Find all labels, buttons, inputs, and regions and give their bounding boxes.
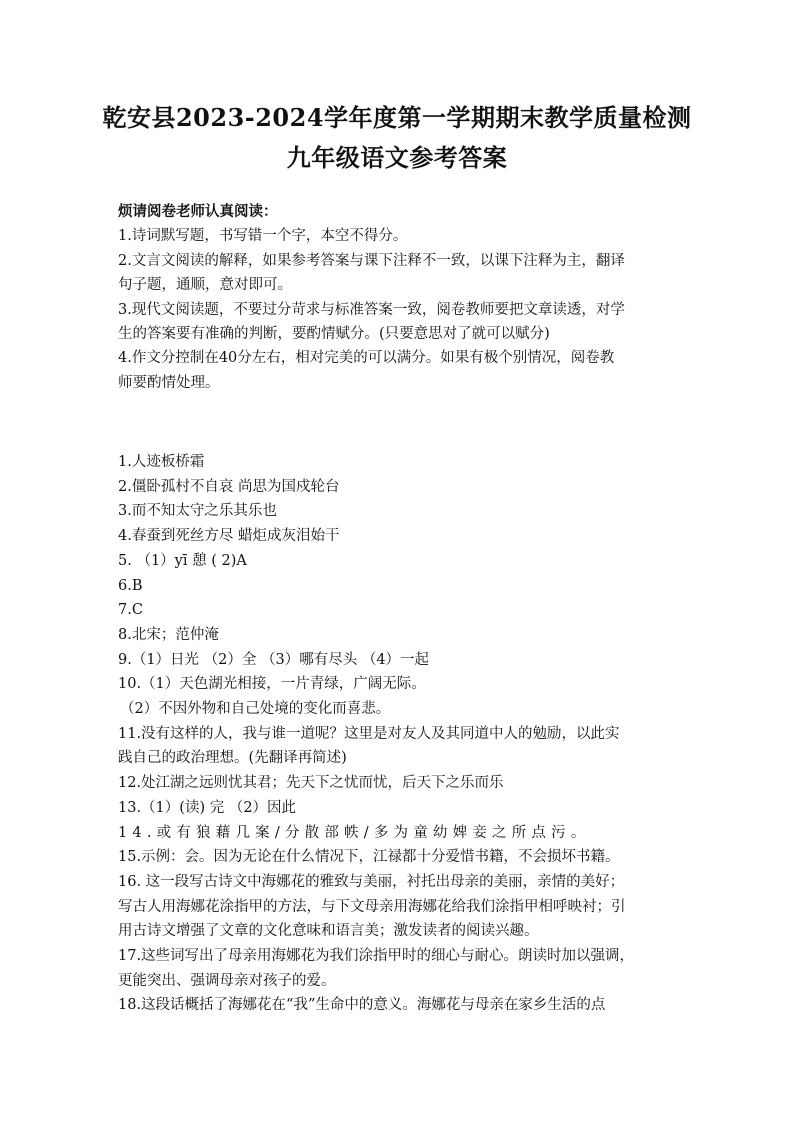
- note-line: 师要酌情处理。: [118, 374, 220, 391]
- answer-line: 13.（1）(读) 完 （2）因此: [118, 799, 297, 816]
- answer-line: 用古诗文增强了文章的文化意味和语言美；激发读者的阅读兴趣。: [118, 923, 539, 940]
- note-line: 3.现代文阅读题，不要过分苛求与标准答案一致，阅卷教师要把文章读透，对学: [118, 301, 625, 318]
- answer-line: 17.这些词写出了母亲用海娜花为我们涂指甲时的细心与耐心。朗读时加以强调，: [118, 948, 635, 965]
- answer-line: 5. （1）yī 憩 ( 2)A: [118, 552, 247, 569]
- answer-line: 14.或有狼藉几案/分散部帙/多为童幼婢妾之所点污。: [118, 824, 591, 841]
- note-line: 4.作文分控制在40分左右，相对完美的可以满分。如果有极个别情况，阅卷教: [118, 350, 615, 367]
- answer-list: [118, 450, 680, 1018]
- answer-line: 6.B: [118, 577, 143, 594]
- notes-heading: 烦请阅卷老师认真阅读：: [118, 203, 278, 220]
- answer-line: 16. 这一段写古诗文中海娜花的雅致与美丽，衬托出母亲的美丽，亲情的美好；: [118, 873, 625, 890]
- answer-line: 8.北宋；范仲淹: [118, 626, 219, 643]
- grading-notes: [118, 200, 678, 395]
- answer-line: 践自己的政治理想。(先翻译再简述): [118, 750, 347, 767]
- answer-line: 4.春蚕到死丝方尽 蜡炬成灰泪始干: [118, 528, 340, 545]
- answer-line: 18.这段话概括了海娜花在“我”生命中的意义。海娜花与母亲在家乡生活的点: [118, 997, 606, 1014]
- note-line: 1.诗词默写题，书写错一个字，本空不得分。: [118, 228, 408, 245]
- document-title: 乾安县2023-2024学年度第一学期期末教学质量检测: [102, 103, 692, 132]
- answer-line: 更能突出、强调母亲对孩子的爱。: [118, 972, 336, 989]
- answer-line: 9.（1）日光 （2）全 （3）哪有尽头 （4）一起: [118, 651, 430, 668]
- answer-line: （2）不因外物和自己处境的变化而喜悲。: [120, 701, 391, 718]
- answer-line: 2.僵卧孤村不自哀 尚思为国戍轮台: [118, 478, 340, 495]
- answer-line: 1.人迹板桥霜: [118, 454, 205, 470]
- answer-line: 11.没有这样的人，我与谁一道呢？这里是对友人及其同道中人的勉励，以此实: [118, 725, 620, 742]
- answer-line: 15.示例：会。因为无论在什么情况下，江禄都十分爱惜书籍，不会损坏书籍。: [118, 849, 620, 866]
- document-subtitle: 九年级语文参考答案: [286, 143, 508, 172]
- answer-line: 3.而不知太守之乐其乐也: [118, 503, 277, 520]
- answer-line: 12.处江湖之远则忧其君；先天下之忧而忧，后天下之乐而乐: [118, 775, 504, 792]
- answer-line: 7.C: [118, 602, 143, 619]
- note-line: 2.文言文阅读的解释，如果参考答案与课下注释不一致，以课下注释为主，翻译: [118, 252, 625, 269]
- answer-line: 写古人用海娜花涂指甲的方法，与下文母亲用海娜花给我们涂指甲相呼映衬；引: [118, 898, 626, 915]
- note-line: 句子题，通顺，意对即可。: [118, 277, 292, 294]
- note-line: 生的答案要有准确的判断，要酌情赋分。(只要意思对了就可以赋分): [118, 326, 550, 343]
- answer-line: 10.（1）天色湖光相接，一片青绿，广阔无际。: [118, 676, 426, 693]
